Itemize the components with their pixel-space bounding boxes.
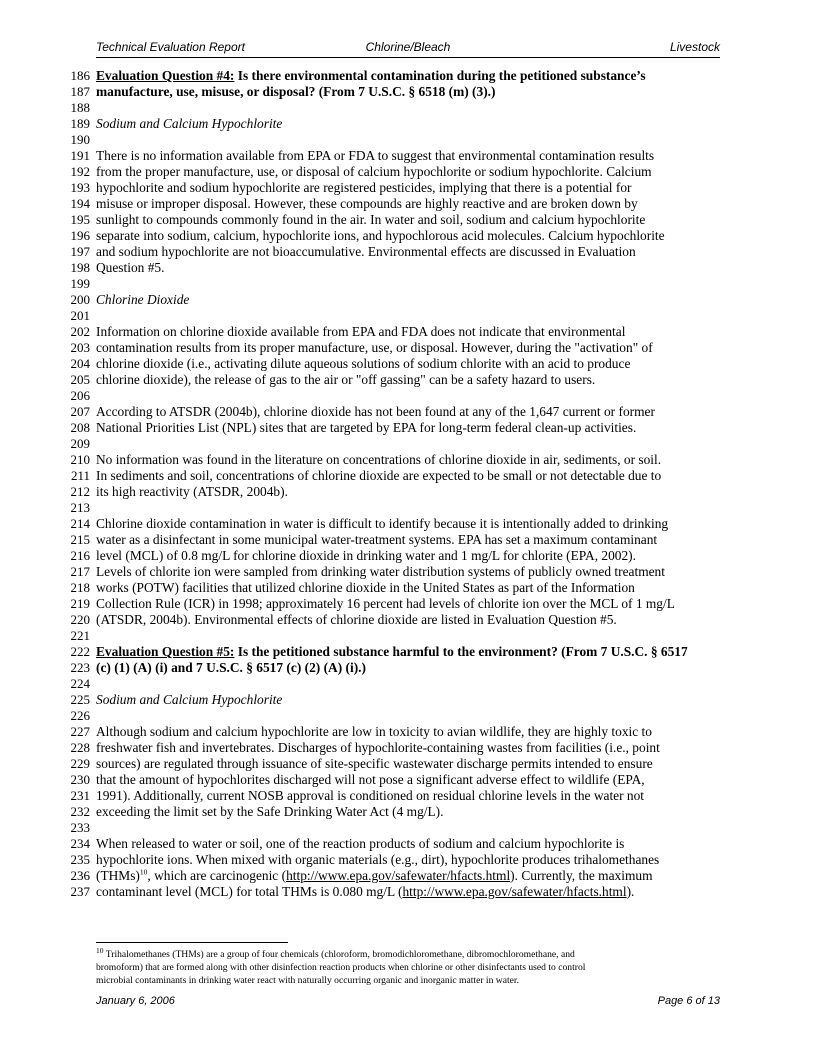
paragraph-line: Chlorine dioxide contamination in water is difficult to identify because it is intentionally added to drinking <box>96 516 669 531</box>
line-number: 210 <box>70 452 90 467</box>
footnote-line: microbial contaminants in drinking water react with naturally occurring organic and inorganic matter in water. <box>96 975 519 986</box>
line-number: 213 <box>70 500 90 515</box>
paragraph-line: Question #5. <box>96 260 165 275</box>
header-substance: Chlorine/Bleach <box>365 40 451 54</box>
paragraph-line: its high reactivity (ATSDR, 2004b). <box>96 484 288 499</box>
line-number: 225 <box>70 692 90 707</box>
line-number: 232 <box>70 804 90 819</box>
line-number: 186 <box>70 68 90 83</box>
q4-subheading-chlorine-dioxide: Chlorine Dioxide <box>96 292 190 307</box>
line-number: 194 <box>70 196 90 211</box>
header-report-type: Technical Evaluation Report <box>96 40 245 54</box>
line-number: 219 <box>70 596 90 611</box>
paragraph-line: freshwater fish and invertebrates. Discharges of hypochlorite-containing wastes from facilities (i.e., point <box>96 740 660 755</box>
paragraph-line: contamination results from its proper manufacture, use, or disposal. However, during the "activation" of <box>96 340 653 355</box>
paragraph-line: and sodium hypochlorite are not bioaccumulative. Environmental effects are discussed in Evaluation <box>96 244 636 259</box>
line-number: 203 <box>70 340 90 355</box>
text-span: , which are carcinogenic ( <box>147 868 287 883</box>
paragraph-line <box>96 884 736 900</box>
line-number: 205 <box>70 372 90 387</box>
paragraph-line: that the amount of hypochlorites discharged will not pose a significant adverse effect to wildlife (EPA, <box>96 772 645 787</box>
q5-heading <box>96 644 736 660</box>
line-number: 227 <box>70 724 90 739</box>
line-number: 191 <box>70 148 90 163</box>
line-number: 215 <box>70 532 90 547</box>
q4-heading-line2: manufacture, use, misuse, or disposal? (From 7 U.S.C. § 6518 (m) (3).) <box>96 84 496 99</box>
line-number: 196 <box>70 228 90 243</box>
header-category: Livestock <box>669 40 720 54</box>
line-number: 220 <box>70 612 90 627</box>
footnote-line <box>96 945 736 961</box>
line-number: 212 <box>70 484 90 499</box>
paragraph-line: water as a disinfectant in some municipal water-treatment systems. EPA has set a maximum contaminant <box>96 532 658 547</box>
paragraph-line: Although sodium and calcium hypochlorite are low in toxicity to avian wildlife, they are highly toxic to <box>96 724 652 739</box>
page-header <box>96 37 720 58</box>
line-number: 195 <box>70 212 90 227</box>
epa-hfacts-link[interactable]: http://www.epa.gov/safewater/hfacts.html <box>402 884 627 899</box>
line-number: 208 <box>70 420 90 435</box>
q4-heading-text: Is there environmental contamination during the petitioned substance’s <box>234 68 646 83</box>
line-number: 200 <box>70 292 90 307</box>
paragraph-line: Levels of chlorite ion were sampled from drinking water distribution systems of publicly owned treatment <box>96 564 665 579</box>
line-number: 226 <box>70 708 90 723</box>
line-number: 207 <box>70 404 90 419</box>
text-span: (THMs) <box>96 868 140 883</box>
line-number: 224 <box>70 676 90 691</box>
paragraph-line: exceeding the limit set by the Safe Drinking Water Act (4 mg/L). <box>96 804 444 819</box>
line-number: 217 <box>70 564 90 579</box>
line-number: 236 <box>70 868 90 883</box>
paragraph-line: In sediments and soil, concentrations of chlorine dioxide are expected to be small or not detectable due to <box>96 468 662 483</box>
paragraph-line: Collection Rule (ICR) in 1998; approximately 16 percent had levels of chlorite ion over the MCL of 1 mg/L <box>96 596 675 611</box>
q5-heading-text: Is the petitioned substance harmful to the environment? (From 7 U.S.C. § 6517 <box>234 644 688 659</box>
paragraph-line: According to ATSDR (2004b), chlorine dioxide has not been found at any of the 1,647 current or former <box>96 404 655 419</box>
q5-heading-line2: (c) (1) (A) (i) and 7 U.S.C. § 6517 (c) (2) (A) (i).) <box>96 660 366 675</box>
line-number: 188 <box>70 100 90 115</box>
line-number: 189 <box>70 116 90 131</box>
q4-heading <box>96 68 736 84</box>
line-number: 223 <box>70 660 90 675</box>
q5-heading-label: Evaluation Question #5: <box>96 644 235 659</box>
line-number: 221 <box>70 628 90 643</box>
line-number: 235 <box>70 852 90 867</box>
q4-heading-label: Evaluation Question #4: <box>96 68 235 83</box>
paragraph-line: separate into sodium, calcium, hypochlorite ions, and hypochlorous acid molecules. Calcium hypochlorite <box>96 228 665 243</box>
q4-subheading-hypochlorite: Sodium and Calcium Hypochlorite <box>96 116 283 131</box>
paragraph-line: level (MCL) of 0.8 mg/L for chlorine dioxide in drinking water and 1 mg/L for chlorite (EPA, 2002). <box>96 548 636 563</box>
line-number: 198 <box>70 260 90 275</box>
line-number: 231 <box>70 788 90 803</box>
line-number: 190 <box>70 132 90 147</box>
line-number: 214 <box>70 516 90 531</box>
text-span: ). Currently, the maximum <box>510 868 653 883</box>
paragraph-line: No information was found in the literature on concentrations of chlorine dioxide in air, sediments, or soil. <box>96 452 662 467</box>
epa-hfacts-link[interactable]: http://www.epa.gov/safewater/hfacts.html <box>286 868 511 883</box>
paragraph-line: works (POTW) facilities that utilized chlorine dioxide in the United States as part of the Information <box>96 580 635 595</box>
footnote-line: bromoform) that are formed along with other disinfection reaction products when chlorine or other disinfectants used to control <box>96 962 586 973</box>
line-number: 192 <box>70 164 90 179</box>
text-span: ). <box>626 884 635 899</box>
paragraph-line: sources) are regulated through issuance of site-specific wastewater discharge permits intended to ensure <box>96 756 653 771</box>
footer-page-number: Page 6 of 13 <box>657 995 720 1007</box>
q5-subheading-hypochlorite: Sodium and Calcium Hypochlorite <box>96 692 283 707</box>
line-number: 193 <box>70 180 90 195</box>
paragraph-line: National Priorities List (NPL) sites that are targeted by EPA for long-term federal clean-up activities. <box>96 420 637 435</box>
line-number: 199 <box>70 276 90 291</box>
paragraph-line: 1991). Additionally, current NOSB approval is conditioned on residual chlorine levels in the water not <box>96 788 645 803</box>
paragraph-line: sunlight to compounds commonly found in the air. In water and soil, sodium and calcium hypochlorite <box>96 212 646 227</box>
footnote-number: 10 <box>96 945 104 955</box>
line-number: 233 <box>70 820 90 835</box>
line-number: 187 <box>70 84 90 99</box>
line-number: 204 <box>70 356 90 371</box>
line-number: 197 <box>70 244 90 259</box>
line-number: 228 <box>70 740 90 755</box>
line-number: 218 <box>70 580 90 595</box>
line-number: 222 <box>70 644 90 659</box>
paragraph-line: chlorine dioxide (i.e., activating dilute aqueous solutions of sodium chlorite with an acid to produce <box>96 356 631 371</box>
footnote-reference[interactable]: 10 <box>139 867 148 877</box>
paragraph-line <box>96 868 736 884</box>
line-number: 202 <box>70 324 90 339</box>
text-span: contaminant level (MCL) for total THMs is 0.080 mg/L ( <box>96 884 403 899</box>
line-number: 206 <box>70 388 90 403</box>
paragraph-line: hypochlorite and sodium hypochlorite are registered pesticides, implying that there is a potential for <box>96 180 632 195</box>
paragraph-line: chlorine dioxide), the release of gas to the air or "off gassing" can be a safety hazard to users. <box>96 372 596 387</box>
footnote-divider <box>96 942 288 943</box>
footnote-text: Trihalomethanes (THMs) are a group of four chemicals (chloroform, bromodichloromethane, dibromochloromethane, and <box>103 949 575 960</box>
footer-date: January 6, 2006 <box>96 995 175 1007</box>
paragraph-line: Information on chlorine dioxide available from EPA and FDA does not indicate that environmental <box>96 324 626 339</box>
paragraph-line: from the proper manufacture, use, or disposal of calcium hypochlorite or sodium hypochlorite. Calcium <box>96 164 652 179</box>
line-number: 234 <box>70 836 90 851</box>
paragraph-line: misuse or improper disposal. However, these compounds are highly reactive and are broken down by <box>96 196 638 211</box>
line-number: 209 <box>70 436 90 451</box>
paragraph-line: hypochlorite ions. When mixed with organic materials (e.g., dirt), hypochlorite produces trihalomethanes <box>96 852 660 867</box>
line-number: 230 <box>70 772 90 787</box>
line-number: 216 <box>70 548 90 563</box>
paragraph-line: (ATSDR, 2004b). Environmental effects of chlorine dioxide are listed in Evaluation Question #5. <box>96 612 617 627</box>
line-number: 237 <box>70 884 90 899</box>
line-number: 211 <box>70 468 90 483</box>
paragraph-line: There is no information available from EPA or FDA to suggest that environmental contamination results <box>96 148 655 163</box>
line-number: 229 <box>70 756 90 771</box>
paragraph-line: When released to water or soil, one of the reaction products of sodium and calcium hypochlorite is <box>96 836 625 851</box>
line-number: 201 <box>70 308 90 323</box>
